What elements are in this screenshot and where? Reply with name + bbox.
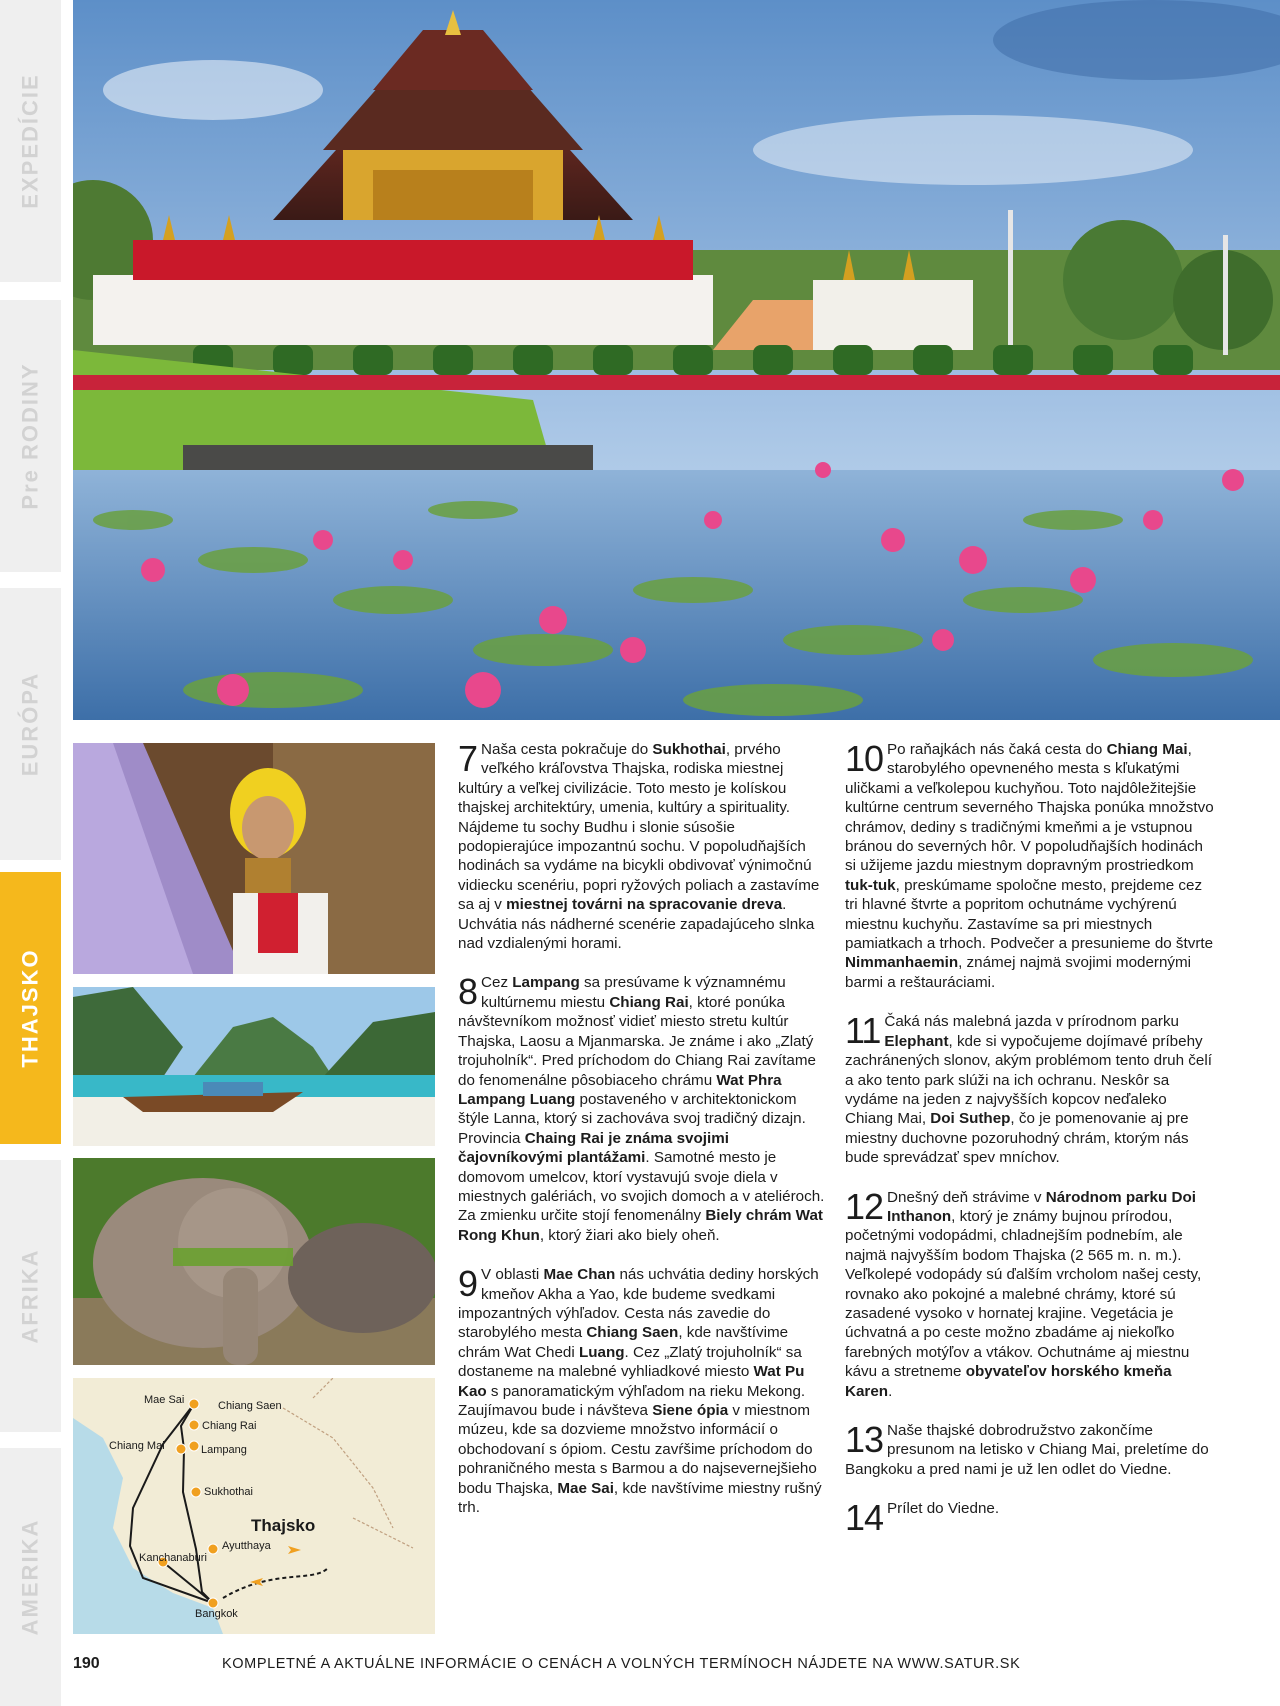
- day-number: 13: [845, 1419, 884, 1460]
- day-description: 7 Naša cesta pokračuje do Sukhothai, prvého veľkého kráľovstva Thajska, rodiska miestnej kultúry a veľkej civilizácie. Toto mesto je kolískou thajskej architektúry, umenia, kultúry a spirituality. Nájdeme tu sochy Budhu i slonie súsošie podopierajúce impozantnú sochu. V popoludňajších hodinách sa vydáme na bicykli obdivovať výnimočnú vidiecku scenériu, popri ryžových poliach a zastavíme sa aj v miestnej továrni na spracovanie dreva. Uchvátia nás nádherné scenérie zapadajúceho slnka nad vzdialenými horami.: [458, 738, 820, 953]
- footer-note: KOMPLETNÉ A AKTUÁLNE INFORMÁCIE O CENÁCH A VOLNÝCH TERMÍNOCH NÁJDETE NA WWW.SATUR.SK: [222, 1656, 1021, 1672]
- side-tab-expedicie[interactable]: EXPEDÍCIE: [0, 0, 61, 282]
- map-label-chiang-rai: Chiang Rai: [202, 1420, 257, 1432]
- day-description: 13 Naše thajské dobrodružstvo zakončíme presunom na letisko v Chiang Mai, preletíme do Bangkoku a pred nami je už len odlet do Viedne.: [845, 1419, 1209, 1478]
- itinerary-day: [845, 1012, 1215, 1167]
- itinerary-column-2: [845, 740, 1215, 1539]
- map-label-bangkok: Bangkok: [195, 1608, 238, 1620]
- day-number: 10: [845, 738, 884, 779]
- day-number: 14: [845, 1497, 884, 1539]
- day-number: 7: [458, 738, 478, 779]
- map-label-kanchanaburi: Kanchanaburi: [139, 1552, 207, 1564]
- map-label-mae-sai: Mae Sai: [144, 1394, 185, 1406]
- side-tab-thajsko[interactable]: THAJSKO: [0, 872, 61, 1144]
- itinerary-day: [845, 1185, 1215, 1401]
- side-tab-amerika[interactable]: AMERIKA: [0, 1448, 61, 1706]
- map-label-ayutthaya: Ayutthaya: [222, 1540, 271, 1552]
- photo-beach-longtail-boat: [73, 987, 435, 1146]
- map-label-lampang: Lampang: [201, 1444, 247, 1456]
- page-number: 190: [73, 1655, 100, 1672]
- side-navigation: [0, 0, 61, 1706]
- day-number: 12: [845, 1185, 884, 1227]
- day-description: 12 Dnešný deň strávime v Národnom parku Doi Inthanon, ktorý je známy bujnou prírodou, početnými vodopádmi, chladnejším podnebím, ale najmä najvyšším bodom Thajska (2 565 m. n. m.). Veľkolepé vodopády sú ďalším vrcholom našej cesty, rovnako ako pokojné a malebné chrámy, ktoré sú zasadené vysoko v hornatej krajine. Vegetácia je úchvatná a po ceste možno zbadáme aj niekoľko farebných motýľov a vtákov. Ochutnáme aj miestnu kávu a stretneme obyvateľov horského kmeňa Karen.: [845, 1185, 1202, 1400]
- map-label-sukhothai: Sukhothai: [204, 1486, 253, 1498]
- day-description: 8 Cez Lampang sa presúvame k významnému kultúrnemu miestu Chiang Rai, ktoré ponúka návštevníkom možnosť vidieť miesto stretu kultúr Thajska, Laosu a Mjanmarska. Je známe i ako „Zlatý trojuholník“. Pred príchodom do Chiang Rai zavítame do fenomenálne pôsobiaceho chrámu Wat Phra Lampang Luang postaveného v architektonickom štýle Lanna, ktorý si zachováva svoj tradičný dizajn. Provincia Chaing Rai je známa svojimi čajovníkovými plantážami. Samotné mesto je domovom umelcov, ktorí vystavujú svoje diela v miestnych galériách, vo svojich domoch a v ateliéroch. Za zmienku určite stojí fenomenálny Biely chrám Wat Rong Khun, ktorý žiari ako biely oheň.: [458, 971, 825, 1244]
- itinerary-day: [458, 740, 828, 953]
- photo-karen-woman-weaving: [73, 743, 435, 974]
- day-number: 8: [458, 971, 478, 1013]
- day-description: 9 V oblasti Mae Chan nás uchvátia dediny horských kmeňov Akha a Yao, kde budeme svedkami impozantných výhľadov. Cesta nás zavedie do starobylého mesta Chiang Saen, kde navštívime chrám Wat Chedi Luang. Cez „Zlatý trojuholník“ sa dostaneme na malebné vyhliadkové miesto Wat Pu Kao s panoramatickým výhľadom na rieku Mekong. Zaujímavou bude i návšteva Siene ópia v miestnom múzeu, kde sa dozvieme množstvo informácií o obchodovaní s ópiom. Cestu zavŕšime príchodom do pohraničného mesta s Barmou a do najsevernejšieho bodu Thajska, Mae Sai, kde navštívime miestny rušný trh.: [458, 1263, 822, 1517]
- itinerary-day: [845, 740, 1215, 992]
- day-number: 11: [845, 1010, 881, 1052]
- map-country-label: Thajsko: [251, 1516, 316, 1535]
- day-number: 9: [458, 1263, 478, 1305]
- route-map: [73, 1378, 435, 1634]
- side-tab-europa[interactable]: EURÓPA: [0, 588, 61, 860]
- map-label-chiang-mai: Chiang Mai: [109, 1440, 165, 1452]
- itinerary-day: [845, 1497, 1215, 1539]
- hero-photo-temple-lotus-pond: [73, 0, 1280, 720]
- side-tab-pre-rodiny[interactable]: Pre RODINY: [0, 300, 61, 572]
- day-description: 11 Čaká nás malebná jazda v prírodnom parku Elephant, kde si vypočujeme dojímavé príbehy zachránených slonov, akým problémom tento druh čelí a ako tento park slúži na ich ochranu. Neskôr sa vydáme na jeden z najvyšších kopcov neďaleko Chiang Mai, Doi Suthep, čo je pomenovanie aj pre miestny duchovne pozoruhodný chrám, ktorým nás bude sprevádzať spev mníchov.: [845, 1010, 1212, 1167]
- day-description: 10 Po raňajkách nás čaká cesta do Chiang Mai, starobylého opevneného mesta s kľukatými uličkami a veľkolepou kuchyňou. Toto najdôležitejšie kultúrne centrum severného Thajska ponúka množstvo chrámov, dediny s tradičnými kmeňmi a je vstupnou bránou do severných hôr. V popoludňajších hodinách si užijeme jazdu miestnym dopravným prostriedkom tuk-tuk, preskúmame spoločne mesto, prejdeme cez tri hlavné štvrte a popritom ochutnáme vychýrenú miestnu kuchyňu. Zastavíme sa pri miestnych pamiatkach a trhoch. Podvečer a presunieme do štvrte Nimmanhaemin, známej najmä svojimi modernými barmi a reštauráciami.: [845, 738, 1214, 991]
- side-tab-afrika[interactable]: AFRIKA: [0, 1160, 61, 1432]
- photo-elephants-eating: [73, 1158, 435, 1365]
- map-label-chiang-saen: Chiang Saen: [218, 1400, 282, 1412]
- itinerary-column-1: [458, 740, 828, 1537]
- itinerary-day: [845, 1421, 1215, 1479]
- day-description: 14 Prílet do Viedne.: [845, 1497, 1000, 1539]
- itinerary-day: [458, 1265, 828, 1517]
- itinerary-day: [458, 973, 828, 1245]
